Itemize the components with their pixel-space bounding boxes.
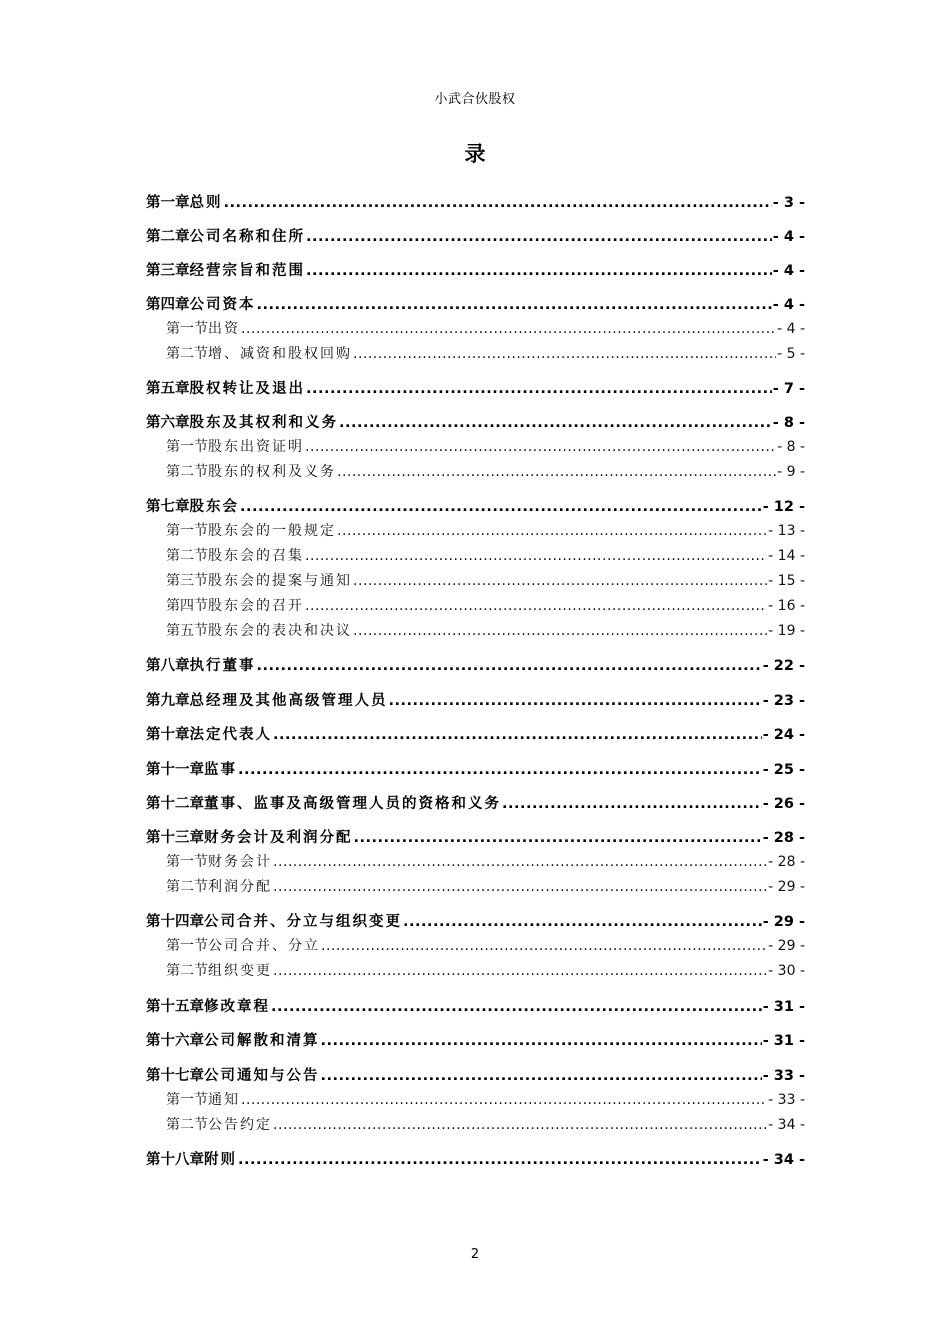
toc-entry-number: 第四章 xyxy=(146,297,190,313)
toc-entry-page: - 28 - xyxy=(762,830,805,846)
toc-dot-leader xyxy=(273,1117,767,1133)
toc-entry-page: - 34 - xyxy=(768,1117,805,1133)
toc-entry-page: - 25 - xyxy=(762,762,805,778)
toc-entry-title: 公司资本 xyxy=(189,297,256,313)
toc-chapter-entry[interactable] xyxy=(146,689,805,710)
toc-entry-title: 组织变更 xyxy=(208,963,272,979)
toc-entry-title: 公司通知与公告 xyxy=(204,1068,320,1084)
toc-dot-leader xyxy=(321,1033,762,1049)
toc-entry-title: 出资 xyxy=(208,321,240,337)
toc-entry-number: 第二节 xyxy=(166,346,208,362)
toc-entry-number: 第二节 xyxy=(166,548,208,564)
toc-entry-title: 修改章程 xyxy=(204,999,270,1015)
toc-entry-page: - 5 - xyxy=(777,346,805,362)
toc-dot-leader xyxy=(306,229,772,245)
page-header: 小武合伙股权 xyxy=(434,92,516,107)
toc-chapter-entry[interactable] xyxy=(146,495,805,516)
toc-entry-number: 第二章 xyxy=(146,229,190,245)
toc-section-entry[interactable] xyxy=(166,620,805,640)
toc-dot-leader xyxy=(353,623,767,639)
toc-dot-leader xyxy=(238,1152,762,1168)
toc-dot-leader xyxy=(321,938,767,954)
toc-entry-title: 股东会的一般规定 xyxy=(208,523,336,539)
toc-dot-leader xyxy=(305,548,767,564)
toc-entry-title: 公司合并、分立 xyxy=(208,938,320,954)
toc-entry-page: - 13 - xyxy=(768,523,805,539)
toc-entry-title: 增、减资和股权回购 xyxy=(208,346,352,362)
toc-dot-leader xyxy=(241,1092,767,1108)
toc-dot-leader xyxy=(273,963,767,979)
toc-entry-title: 股东的权利及义务 xyxy=(208,464,336,480)
toc-entry-number: 第七章 xyxy=(146,499,190,515)
toc-entry-number: 第八章 xyxy=(146,658,190,674)
toc-entry-page: - 30 - xyxy=(768,963,805,979)
toc-entry-page: - 23 - xyxy=(762,693,805,709)
toc-section-entry[interactable] xyxy=(166,520,805,540)
toc-entry-title: 财务会计 xyxy=(208,854,272,870)
toc-entry-page: - 31 - xyxy=(762,999,805,1015)
toc-section-entry[interactable] xyxy=(166,318,805,338)
toc-dot-leader xyxy=(354,830,762,846)
toc-entry-title: 公司合并、分立与组织变更 xyxy=(204,914,402,930)
toc-entry-title: 法定代表人 xyxy=(189,727,272,743)
toc-section-entry[interactable] xyxy=(166,461,805,481)
toc-entry-title: 通知 xyxy=(208,1092,240,1108)
toc-section-entry[interactable] xyxy=(166,545,805,565)
toc-entry-title: 总则 xyxy=(189,195,223,211)
toc-entry-title: 利润分配 xyxy=(208,879,272,895)
toc-entry-number: 第一节 xyxy=(166,854,208,870)
toc-entry-title: 公司解散和清算 xyxy=(204,1033,320,1049)
toc-dot-leader xyxy=(271,999,762,1015)
toc-entry-title: 公司名称和住所 xyxy=(189,229,305,245)
toc-section-entry[interactable] xyxy=(166,1089,805,1109)
toc-dot-leader xyxy=(389,693,762,709)
page-title: 录 xyxy=(464,142,486,166)
toc-entry-page: - 14 - xyxy=(768,548,805,564)
toc-chapter-entry[interactable] xyxy=(146,826,805,847)
toc-entry-page: - 4 - xyxy=(772,263,805,279)
toc-entry-number: 第二节 xyxy=(166,963,208,979)
toc-dot-leader xyxy=(339,415,772,431)
toc-entry-title: 执行董事 xyxy=(189,658,256,674)
toc-section-entry[interactable] xyxy=(166,595,805,615)
toc-dot-leader xyxy=(241,321,776,337)
toc-section-entry[interactable] xyxy=(166,1114,805,1134)
toc-entry-number: 第十七章 xyxy=(146,1068,204,1084)
toc-entry-page: - 4 - xyxy=(777,321,805,337)
toc-entry-page: - 4 - xyxy=(772,297,805,313)
toc-entry-page: - 12 - xyxy=(762,499,805,515)
toc-entry-number: 第九章 xyxy=(146,693,190,709)
toc-entry-page: - 8 - xyxy=(772,415,805,431)
toc-entry-page: - 4 - xyxy=(772,229,805,245)
toc-dot-leader xyxy=(403,914,762,930)
toc-chapter-entry[interactable] xyxy=(146,910,805,931)
toc-entry-page: - 26 - xyxy=(762,796,805,812)
toc-entry-number: 第一节 xyxy=(166,938,208,954)
toc-entry-page: - 19 - xyxy=(768,623,805,639)
toc-entry-number: 第二节 xyxy=(166,464,208,480)
toc-dot-leader xyxy=(321,1068,762,1084)
toc-chapter-entry[interactable] xyxy=(146,1064,805,1085)
toc-chapter-entry[interactable] xyxy=(146,1029,805,1050)
toc-entry-number: 第六章 xyxy=(146,415,190,431)
toc-entry-page: - 15 - xyxy=(768,573,805,589)
toc-dot-leader xyxy=(306,263,772,279)
toc-entry-title: 股权转让及退出 xyxy=(189,381,305,397)
page-number: 2 xyxy=(470,1247,480,1262)
toc-section-entry[interactable] xyxy=(166,436,805,456)
toc-entry-title: 股东会的表决和决议 xyxy=(208,623,352,639)
toc-entry-number: 第三章 xyxy=(146,263,190,279)
toc-entry-page: - 34 - xyxy=(762,1152,805,1168)
toc-entry-page: - 24 - xyxy=(762,727,805,743)
toc-entry-title: 财务会计及利润分配 xyxy=(204,830,353,846)
toc-entry-title: 附则 xyxy=(204,1152,237,1168)
toc-dot-leader xyxy=(257,297,772,313)
toc-entry-page: - 8 - xyxy=(777,439,805,455)
toc-entry-number: 第十八章 xyxy=(146,1152,204,1168)
toc-chapter-entry[interactable] xyxy=(146,995,805,1016)
toc-entry-title: 股东及其权利和义务 xyxy=(189,415,338,431)
toc-entry-page: - 29 - xyxy=(768,879,805,895)
toc-dot-leader xyxy=(353,573,767,589)
toc-entry-number: 第一章 xyxy=(146,195,190,211)
toc-entry-number: 第五章 xyxy=(146,381,190,397)
toc-entry-page: - 9 - xyxy=(777,464,805,480)
toc-entry-number: 第十章 xyxy=(146,727,190,743)
toc-entry-page: - 3 - xyxy=(772,195,805,211)
toc-entry-number: 第二节 xyxy=(166,879,208,895)
toc-entry-number: 第十五章 xyxy=(146,999,204,1015)
toc-entry-number: 第十六章 xyxy=(146,1033,204,1049)
toc-section-entry[interactable] xyxy=(166,570,805,590)
toc-entry-title: 监事 xyxy=(204,762,237,778)
toc-chapter-entry[interactable] xyxy=(146,225,805,246)
toc-entry-number: 第四节 xyxy=(166,598,208,614)
toc-chapter-entry[interactable] xyxy=(146,758,805,779)
toc-dot-leader xyxy=(502,796,762,812)
toc-dot-leader xyxy=(240,499,762,515)
toc-chapter-entry[interactable] xyxy=(146,411,805,432)
toc-chapter-entry[interactable] xyxy=(146,293,805,314)
toc-entry-page: - 33 - xyxy=(768,1092,805,1108)
toc-entry-number: 第十四章 xyxy=(146,914,204,930)
toc-entry-title: 总经理及其他高级管理人员 xyxy=(189,693,388,709)
toc-entry-number: 第三节 xyxy=(166,573,208,589)
toc-entry-number: 第一节 xyxy=(166,1092,208,1108)
toc-entry-title: 股东会的提案与通知 xyxy=(208,573,352,589)
toc-entry-title: 经营宗旨和范围 xyxy=(189,263,305,279)
toc-section-entry[interactable] xyxy=(166,876,805,896)
toc-chapter-entry[interactable] xyxy=(146,259,805,280)
toc-entry-title: 董事、监事及高级管理人员的资格和义务 xyxy=(204,796,501,812)
toc-dot-leader xyxy=(273,879,767,895)
toc-dot-leader xyxy=(273,854,767,870)
toc-chapter-entry[interactable] xyxy=(146,654,805,675)
toc-entry-title: 股东出资证明 xyxy=(208,439,304,455)
toc-entry-page: - 7 - xyxy=(772,381,805,397)
toc-dot-leader xyxy=(353,346,776,362)
toc-entry-page: - 29 - xyxy=(762,914,805,930)
toc-chapter-entry[interactable] xyxy=(146,191,805,212)
toc-dot-leader xyxy=(306,381,772,397)
toc-entry-number: 第十一章 xyxy=(146,762,204,778)
toc-dot-leader xyxy=(305,598,767,614)
toc-section-entry[interactable] xyxy=(166,851,805,871)
toc-entry-number: 第十三章 xyxy=(146,830,204,846)
toc-section-entry[interactable] xyxy=(166,935,805,955)
toc-entry-number: 第十二章 xyxy=(146,796,204,812)
toc-entry-title: 股东会的召开 xyxy=(208,598,304,614)
toc-entry-title: 股东会的召集 xyxy=(208,548,304,564)
toc-entry-title: 公告约定 xyxy=(208,1117,272,1133)
toc-entry-page: - 28 - xyxy=(768,854,805,870)
toc-entry-number: 第五节 xyxy=(166,623,208,639)
toc-dot-leader xyxy=(238,762,762,778)
toc-entry-number: 第一节 xyxy=(166,439,208,455)
toc-entry-number: 第一节 xyxy=(166,321,208,337)
toc-entry-page: - 22 - xyxy=(762,658,805,674)
toc-dot-leader xyxy=(273,727,762,743)
toc-dot-leader xyxy=(257,658,762,674)
toc-entry-page: - 29 - xyxy=(768,938,805,954)
toc-chapter-entry[interactable] xyxy=(146,1148,805,1169)
toc-dot-leader xyxy=(337,464,776,480)
toc-dot-leader xyxy=(337,523,767,539)
toc-entry-page: - 31 - xyxy=(762,1033,805,1049)
toc-chapter-entry[interactable] xyxy=(146,792,805,813)
toc-chapter-entry[interactable] xyxy=(146,723,805,744)
toc-entry-page: - 33 - xyxy=(762,1068,805,1084)
toc-entry-number: 第二节 xyxy=(166,1117,208,1133)
toc-dot-leader xyxy=(224,195,772,211)
toc-dot-leader xyxy=(305,439,776,455)
toc-section-entry[interactable] xyxy=(166,960,805,980)
toc-section-entry[interactable] xyxy=(166,343,805,363)
toc-entry-number: 第一节 xyxy=(166,523,208,539)
toc-entry-page: - 16 - xyxy=(768,598,805,614)
toc-entry-title: 股东会 xyxy=(189,499,239,515)
toc-chapter-entry[interactable] xyxy=(146,377,805,398)
